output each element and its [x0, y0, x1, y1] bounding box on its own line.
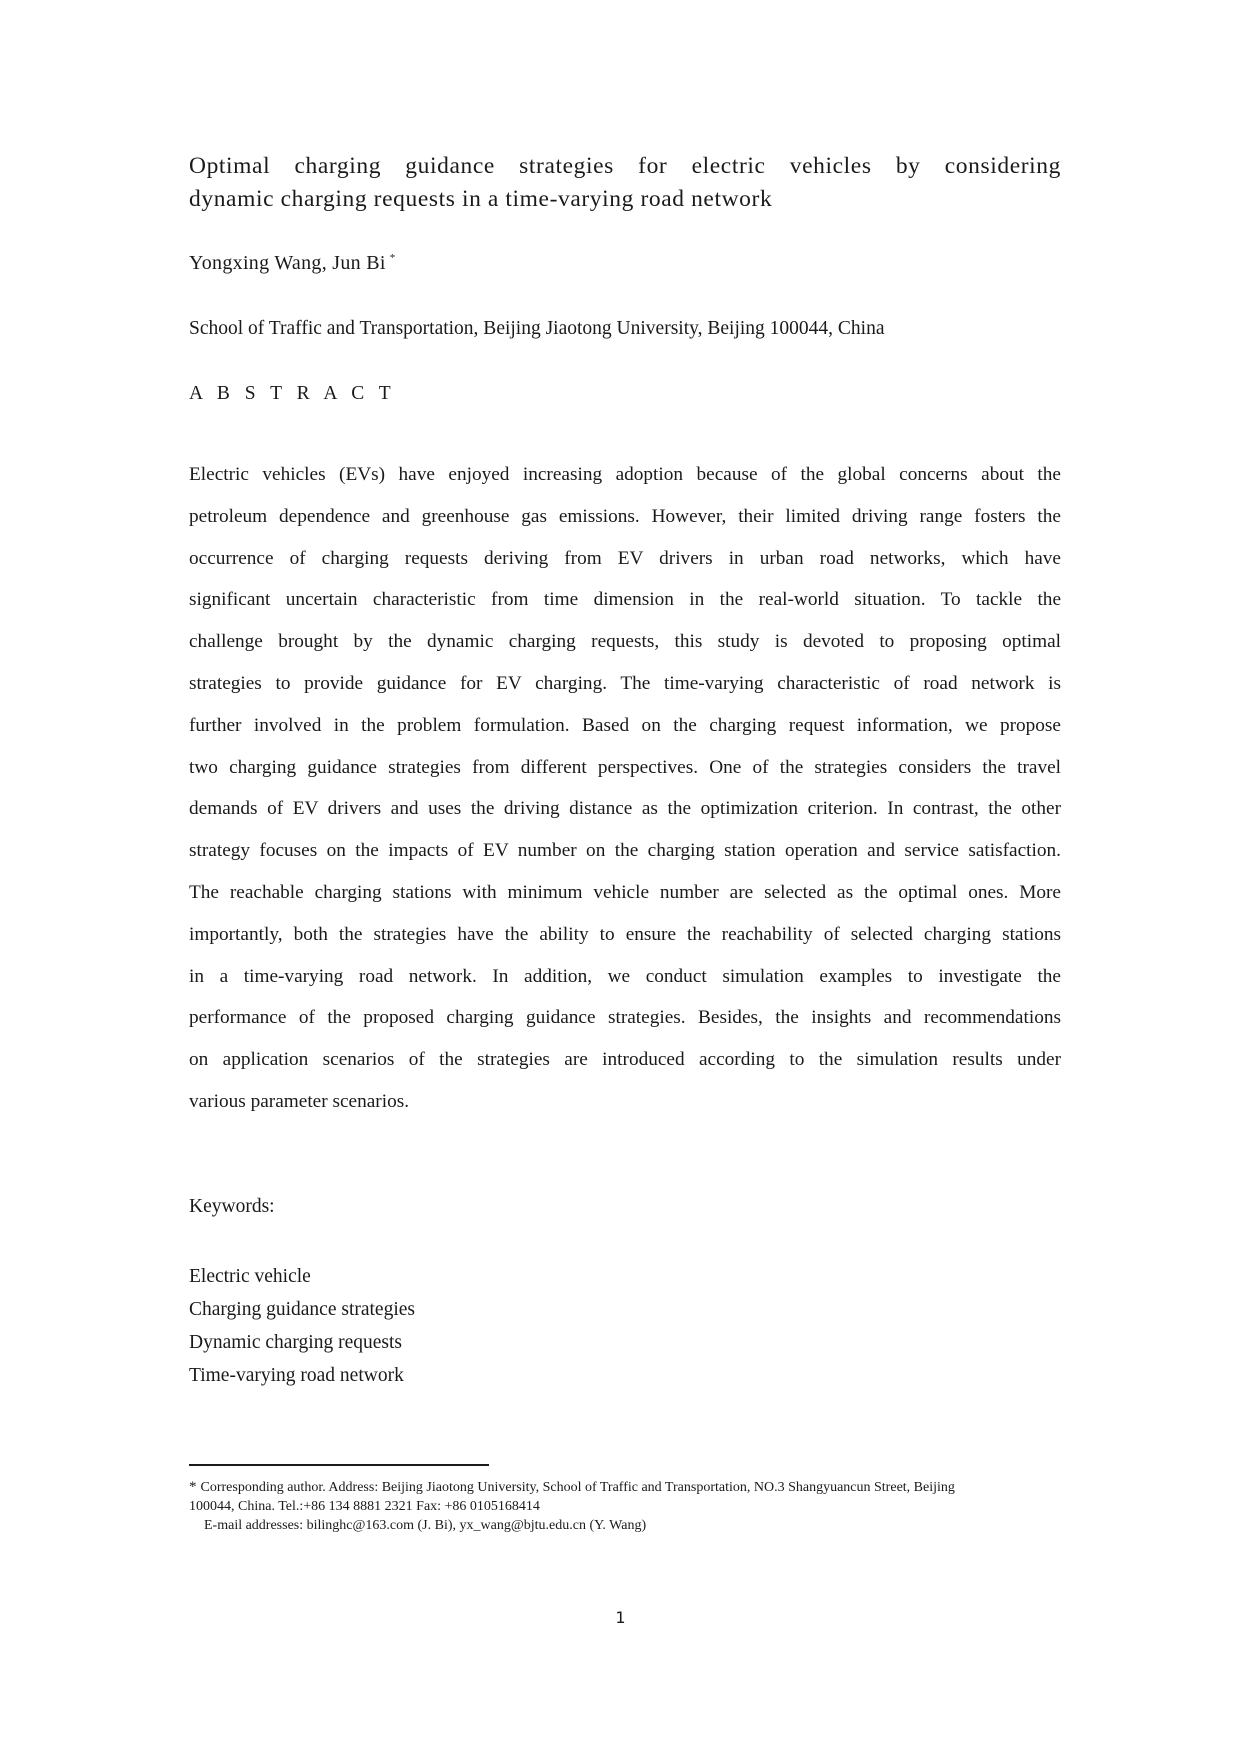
keyword-item: Dynamic charging requests: [189, 1332, 402, 1353]
abstract-line: strategies to provide guidance for EV charging. The time-varying characteristic of road network is: [189, 672, 1061, 694]
paper-title: [189, 150, 1061, 216]
keywords-heading: Keywords:: [189, 1196, 275, 1217]
keyword-item: Time-varying road network: [189, 1365, 404, 1386]
title-line-1: Optimal charging guidance strategies for electric vehicles by considering: [189, 153, 1061, 179]
abstract-body: [189, 454, 1061, 1123]
footnote-line-1: Corresponding author. Address: Beijing Jiaotong University, School of Traffic and Transportation, NO.3 Shangyuancun Street, Beijing: [200, 1480, 955, 1495]
abstract-line: strategy focuses on the impacts of EV number on the charging station operation and service satisfaction.: [189, 840, 1061, 862]
abstract-line: performance of the proposed charging guidance strategies. Besides, the insights and recommendations: [189, 1007, 1061, 1029]
abstract-heading: A B S T R A C T: [189, 383, 396, 404]
abstract-line: demands of EV drivers and uses the driving distance as the optimization criterion. In contrast, the other: [189, 798, 1061, 820]
abstract-line: on application scenarios of the strategies are introduced according to the simulation results under: [189, 1049, 1061, 1071]
title-line-2: dynamic charging requests in a time-varying road network: [189, 186, 773, 212]
author-names: Yongxing Wang, Jun Bi: [189, 252, 386, 274]
abstract-line: various parameter scenarios.: [189, 1090, 410, 1112]
page-number: 1: [615, 1608, 626, 1627]
affiliation: School of Traffic and Transportation, Beijing Jiaotong University, Beijing 100044, China: [189, 318, 885, 339]
abstract-line: further involved in the problem formulation. Based on the charging request information, we propose: [189, 714, 1061, 736]
abstract-line: two charging guidance strategies from different perspectives. One of the strategies considers the travel: [189, 756, 1061, 778]
author-list: [189, 252, 396, 275]
keywords-list: [189, 1260, 415, 1392]
abstract-line: Electric vehicles (EVs) have enjoyed increasing adoption because of the global concerns about the: [189, 464, 1061, 485]
abstract-line: The reachable charging stations with minimum vehicle number are selected as the optimal ones. More: [189, 881, 1061, 903]
abstract-line: in a time-varying road network. In addition, we conduct simulation examples to investigate the: [189, 965, 1061, 987]
footnote-divider: [189, 1464, 489, 1466]
abstract-line: challenge brought by the dynamic charging requests, this study is devoted to proposing optimal: [189, 631, 1061, 653]
keyword-item: Electric vehicle: [189, 1266, 311, 1287]
footnote-emails: E-mail addresses: bilinghc@163.com (J. Bi), yx_wang@bjtu.edu.cn (Y. Wang): [204, 1518, 647, 1533]
abstract-line: petroleum dependence and greenhouse gas emissions. However, their limited driving range fosters the: [189, 505, 1061, 527]
footnote-mark: *: [189, 1479, 197, 1495]
footnote: [189, 1478, 1061, 1535]
keyword-item: Charging guidance strategies: [189, 1299, 415, 1320]
footnote-line-2: 100044, China. Tel.:+86 134 8881 2321 Fax: +86 0105168414: [189, 1499, 540, 1514]
abstract-line: significant uncertain characteristic from time dimension in the real-world situation. To tackle the: [189, 589, 1061, 611]
abstract-line: importantly, both the strategies have the ability to ensure the reachability of selected charging stations: [189, 923, 1061, 945]
abstract-line: occurrence of charging requests deriving from EV drivers in urban road networks, which have: [189, 547, 1061, 569]
corresponding-author-mark: *: [389, 252, 396, 265]
